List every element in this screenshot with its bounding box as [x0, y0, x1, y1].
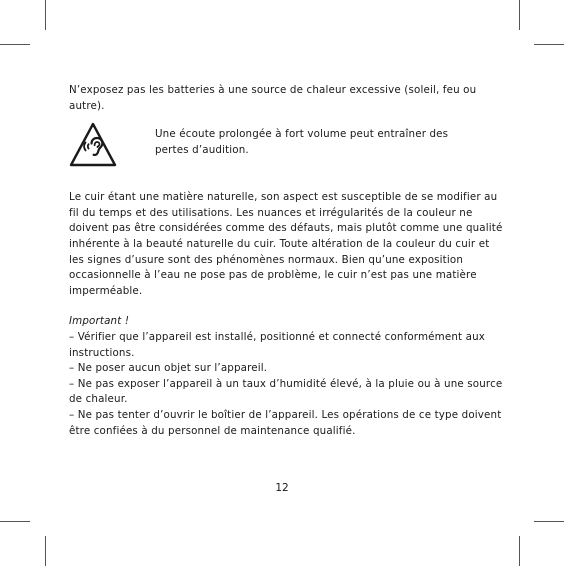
crop-mark-top-right-vertical — [519, 0, 520, 30]
list-item: – Ne pas tenter d’ouvrir le boîtier de l’appareil. Les opérations de ce type doivent être confiées à du personnel de maintenance qualifié. — [69, 408, 502, 437]
crop-mark-top-right-horizontal — [534, 44, 564, 45]
crop-mark-top-left-vertical — [45, 0, 46, 30]
hearing-warning — [69, 124, 505, 182]
hearing-warning-text: Une écoute prolongée à fort volume peut entraîner des pertes d’audition. — [155, 128, 449, 156]
hearing-damage-warning-icon — [69, 121, 117, 169]
crop-mark-top-left-horizontal — [0, 44, 30, 45]
crop-mark-bottom-right-vertical — [519, 536, 520, 566]
leather-notice: Le cuir étant une matière naturelle, son aspect est susceptible de se modifier au fil du temps et des utilisations. Les nuances et irrégularités de la couleur ne doivent pas être considérées comme des défauts, mais plutôt comme une qualité inhérente à la beauté naturelle du cuir. Toute altération de la couleur du cuir et les signes d’usure sont des phénomènes normaux. Bien qu’une exposition occasionnelle à l’eau ne pose pas de problème, le cuir n’est pas une matière imperméable. — [69, 191, 503, 297]
list-item: – Ne poser aucun objet sur l’appareil. — [69, 362, 268, 375]
page-content — [69, 83, 505, 439]
list-item: – Ne pas exposer l’appareil à un taux d’humidité élevé, à la pluie ou à une source de chaleur. — [69, 377, 503, 406]
battery-heat-warning: N’exposez pas les batteries à une source de chaleur excessive (soleil, feu ou autre). — [69, 84, 477, 112]
crop-mark-bottom-left-vertical — [45, 536, 46, 566]
page-number: 12 — [275, 482, 289, 494]
important-title: Important ! — [69, 315, 130, 328]
crop-mark-bottom-left-horizontal — [0, 521, 30, 522]
crop-mark-bottom-right-horizontal — [534, 521, 564, 522]
list-item: – Vérifier que l’appareil est installé, positionné et connecté conformément aux instructions. — [69, 330, 485, 359]
important-list — [69, 330, 505, 439]
